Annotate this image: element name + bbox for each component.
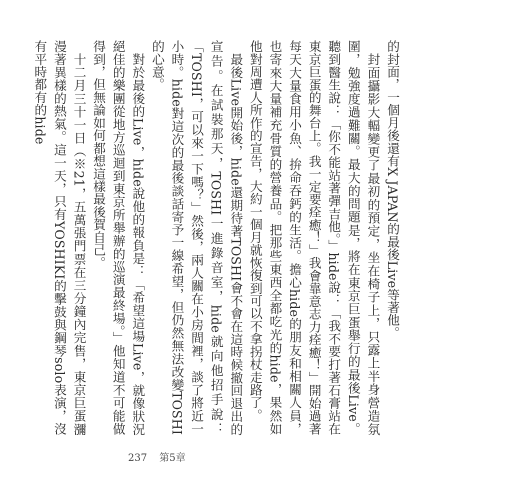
paragraph-1: 的封面，一個月後還有X JAPAN的最後Live等著他。 bbox=[385, 40, 400, 340]
paragraph-2: 封面攝影大輻變更了最初的預定，坐在椅子上，只露上半身營造氛圍，勉強度過難關。最大的問題是，將在東京巨蛋舉行的最後Live。聽到醫生說：「你不能站著彈吉他。」hide說：「我不要打著石膏站在東京巨蛋的舞台上。我一定要痊癒！」我會靠意志力痊癒！」開始過著每天大量食用小魚、拚命吞鈣的生活。擔心hide的朋友和相關人員，也寄來大量補充骨質的營養品。把那些東西全都吃光的hide，果然如他對周遭人所作的宣告，大約一個月就恢復到可以不拿拐杖走路了。 bbox=[247, 40, 381, 435]
page-footer bbox=[128, 449, 186, 464]
paragraph-3: 最後Live開始後，hide還期待著TOSHI會不會在這時候撤回退出的宣告。在試裝那天，TOSHI一進錄音室，hide就向他招手說：「TOSHI，可以來一下嗎？」然後，兩人關在小房間裡，談了將近一小時。hide對這次的最後談話寄予一線希望，但仍然無法改變TOSHI的心意。 bbox=[149, 40, 244, 435]
page-number: 237 bbox=[128, 453, 148, 464]
chapter-label: 第5章 bbox=[159, 453, 186, 464]
paragraph-5: 十二月三十一日（※21，五萬張門票在三分鐘內完售，東京巨蛋瀰漫著異樣的熱氣。這一天，只有YOSHIKI的擊鼓與鋼琴solo表演，沒有平時都有的hide bbox=[32, 40, 87, 435]
body-text bbox=[30, 40, 402, 435]
paragraph-4: 對於最後的Live，hide說他的報負是：「希望這場Live，就像狀況絕佳的樂團從地方巡迴到東京所舉辦的巡演最終場。」他知道不可能做得到，但無論如何都想這樣最後賀自己。 bbox=[91, 40, 146, 435]
